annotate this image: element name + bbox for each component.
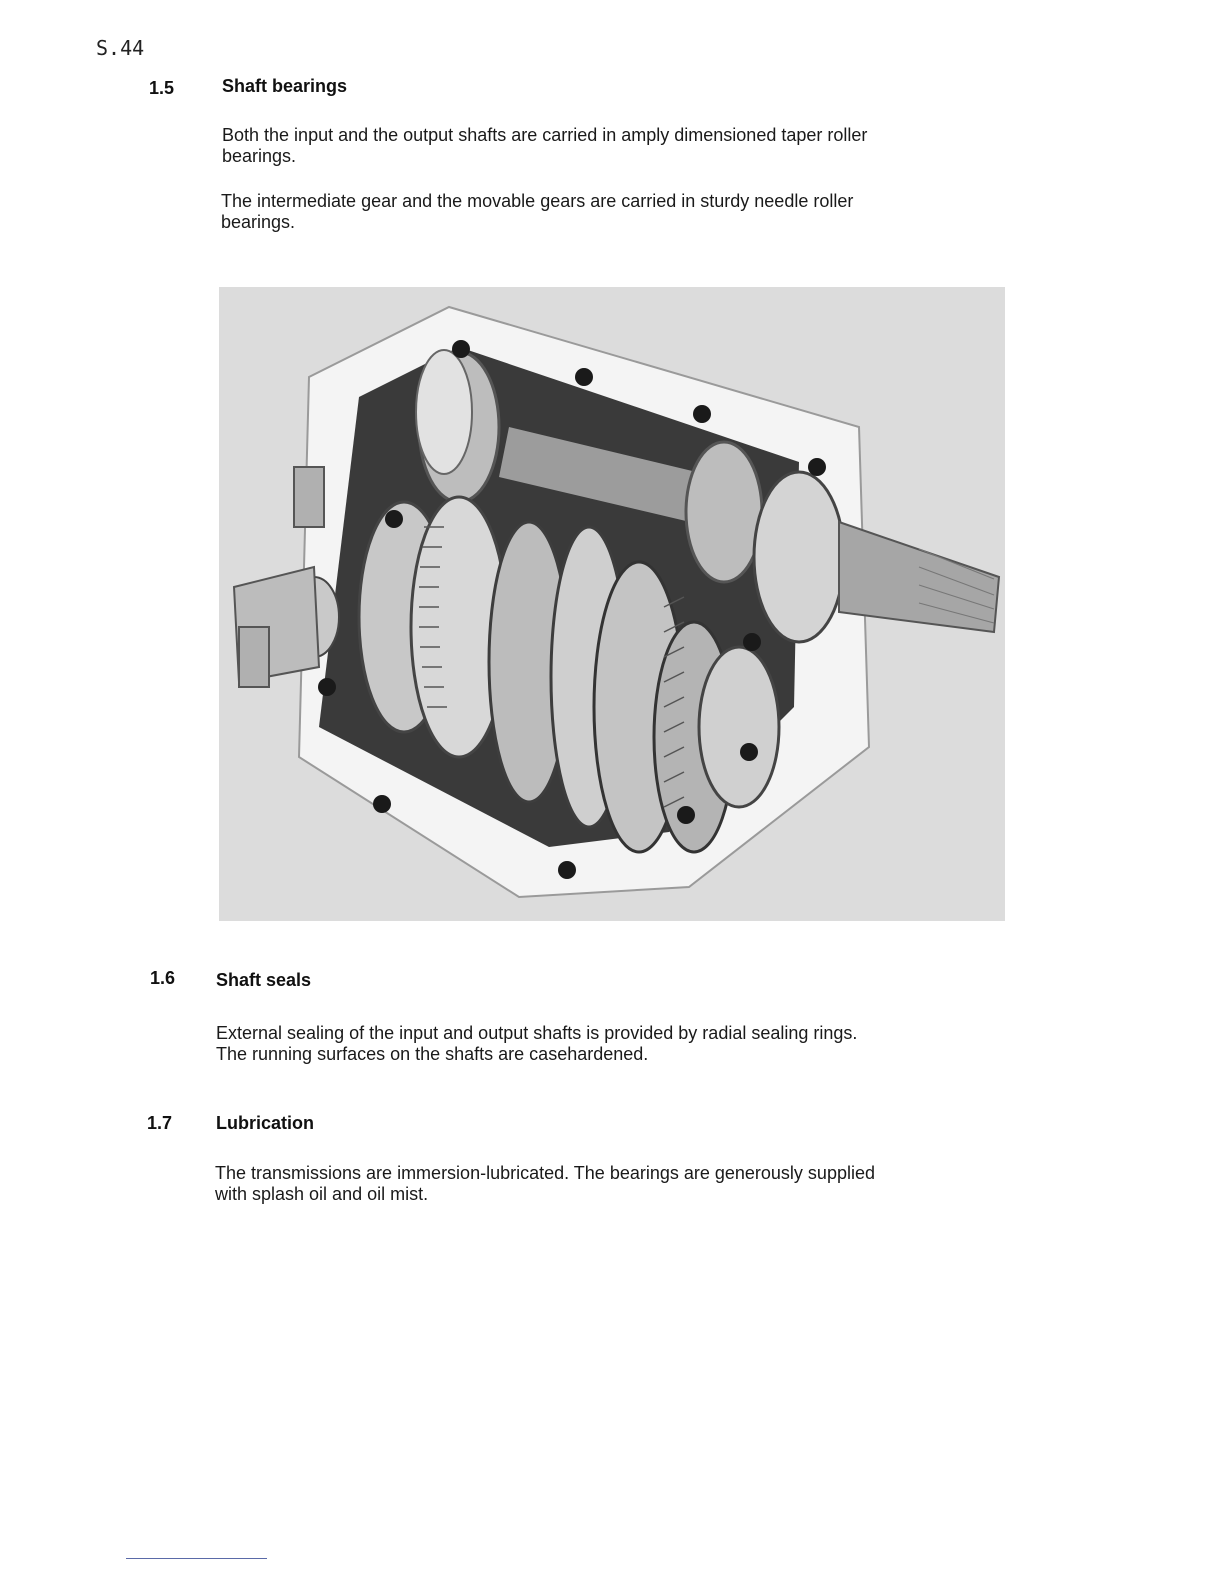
gearbox-cutaway-photo	[219, 287, 1005, 921]
section-title: Shaft bearings	[222, 76, 348, 96]
paragraph: Both the input and the output shafts are carried in amply dimensioned taper roller bearings.	[222, 125, 868, 166]
section-number: 1.7	[147, 1113, 173, 1133]
section-title: Shaft seals	[216, 970, 312, 990]
section-title: Lubrication	[216, 1113, 314, 1133]
gearbox-illustration	[219, 287, 1005, 921]
section-number: 1.6	[150, 968, 176, 988]
paragraph: The transmissions are immersion-lubricated. The bearings are generously supplied with splash oil and oil mist.	[215, 1163, 875, 1204]
paragraph: External sealing of the input and output shafts is provided by radial sealing rings. The running surfaces on the shafts are casehardened.	[216, 1023, 858, 1064]
section-number: 1.5	[149, 78, 175, 98]
page-reference: S.44	[96, 36, 145, 60]
paragraph: The intermediate gear and the movable gears are carried in sturdy needle roller bearings.	[221, 191, 854, 232]
footer-rule	[126, 1558, 267, 1559]
